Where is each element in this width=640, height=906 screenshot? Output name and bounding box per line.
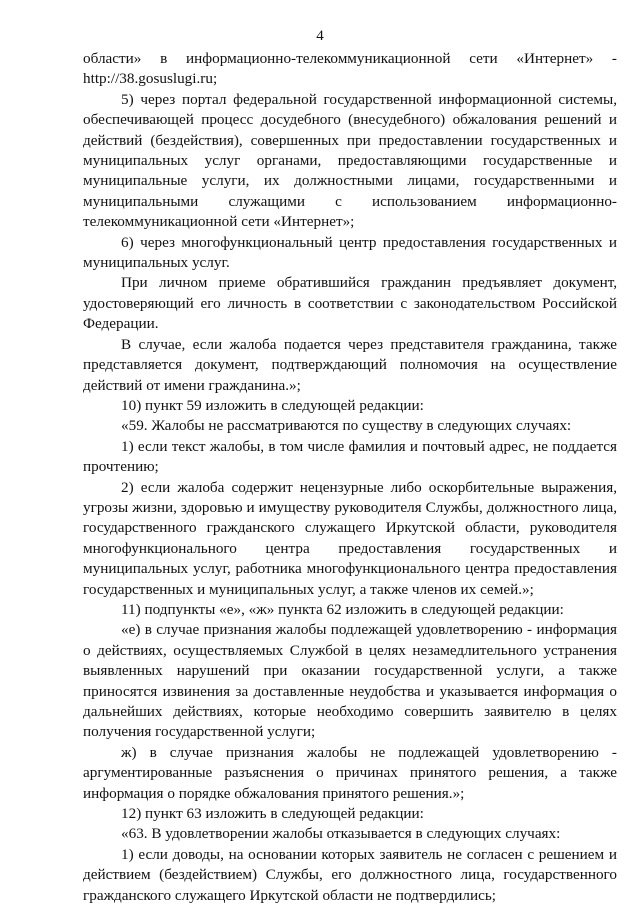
paragraph-clause-59-item-1: 1) если текст жалобы, в том числе фамилия и почтовый адрес, не поддается прочтению; <box>83 437 617 476</box>
paragraph-continuation-internet: области» в информационно-телекоммуникационной сети «Интернет» - http://38.gosuslugi.ru; <box>83 50 617 88</box>
paragraph-item-5: 5) через портал федеральной государственной информационной системы, обеспечивающей процесс досудебного (внесудебного) обжалования решений и действий (бездействия), совершенных при предоставлении государственных и муниципальных услуг органами, предоставляющими государственные и муниципальные услуги, их должностными лицами, государственными и муниципальными служащими с использованием информационно-телекоммуникационной сети «Интернет»; <box>83 90 617 231</box>
paragraph-item-6: 6) через многофункциональный центр предоставления государственных и муниципальных услуг. <box>83 233 617 272</box>
paragraph-clause-59: «59. Жалобы не рассматриваются по существу в следующих случаях: <box>121 417 572 435</box>
paragraph-subclause-e: «е) в случае признания жалобы подлежащей удовлетворению - информация о действиях, осуществляемых Службой в целях незамедлительного устранения выявленных нарушений при оказании государственной услуги, а также приносятся извинения за доставленные неудобства и указывается информация о дальнейших действиях, которые необходимо совершить заявителю в целях получения государственной услуги; <box>83 621 617 741</box>
document-body <box>83 49 617 906</box>
paragraph-representative: В случае, если жалоба подается через представителя гражданина, также представляется документ, подтверждающий полномочия на осуществление действий от имени гражданина.»; <box>83 335 617 394</box>
paragraph-clause-59-item-2: 2) если жалоба содержит нецензурные либо оскорбительные выражения, угрозы жизни, здоровью и имуществу руководителя Службы, должностного лица, государственного гражданского служащего Иркутской области, руководителя многофункционального центра предоставления государственных и муниципальных услуг, работника многофункционального центра предоставления государственных и муниципальных услуг, а также членов их семей.»; <box>83 478 617 598</box>
page-number: 4 <box>316 28 324 44</box>
paragraph-amendment-12: 12) пункт 63 изложить в следующей редакции: <box>121 805 424 823</box>
paragraph-subclause-zh: ж) в случае признания жалобы не подлежащей удовлетворению - аргументированные разъяснения о причинах принятого решения, а также информация о порядке обжалования принятого решения.»; <box>83 743 617 802</box>
paragraph-amendment-10: 10) пункт 59 изложить в следующей редакции: <box>121 396 424 414</box>
paragraph-amendment-11: 11) подпункты «е», «ж» пункта 62 изложить в следующей редакции: <box>121 600 564 618</box>
paragraph-personal-reception: При личном приеме обратившийся гражданин предъявляет документ, удостоверяющий его личность в соответствии с законодательством Российской Федерации. <box>83 274 617 333</box>
paragraph-clause-63: «63. В удовлетворении жалобы отказывается в следующих случаях: <box>121 825 561 843</box>
paragraph-clause-63-item-1: 1) если доводы, на основании которых заявитель не согласен с решением и действием (бездействием) Службы, его должностного лица, государственного гражданского служащего Иркутской области не подтвердились; <box>83 845 617 904</box>
